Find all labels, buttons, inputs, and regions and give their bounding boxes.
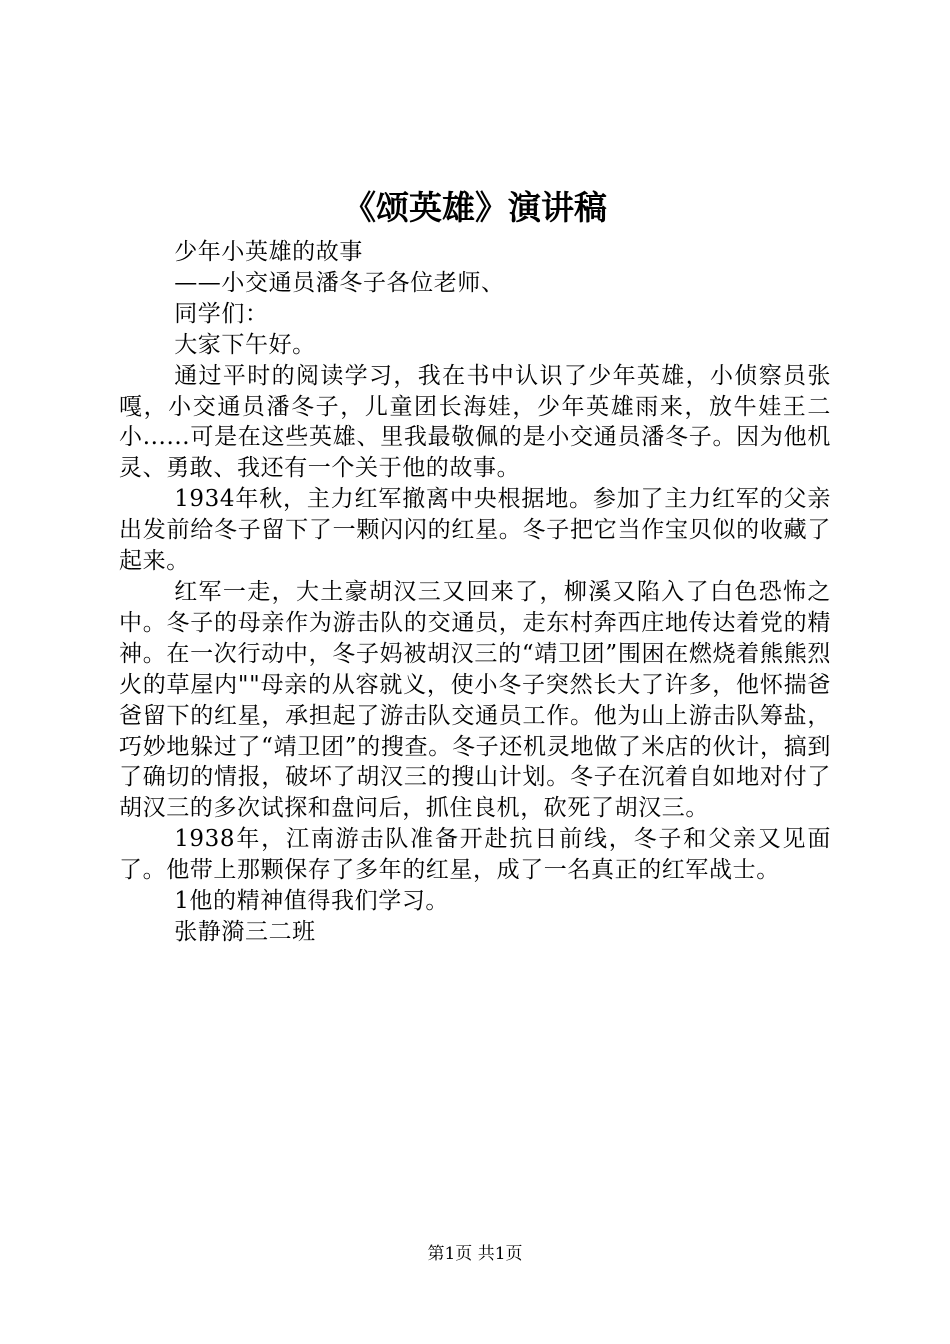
paragraph-1938: 1938年，江南游击队准备开赴抗日前线，冬子和父亲又见面了。他带上那颗保存了多年的红星，成了一名真正的红军战士。: [119, 826, 831, 884]
paragraph-salutation: 同学们：: [174, 300, 269, 327]
document-title: 《颂英雄》演讲稿: [343, 188, 607, 227]
document-body: [119, 237, 831, 948]
paragraph-conclusion: 1他的精神值得我们学习。: [174, 888, 450, 915]
paragraph-author: 张静漪三二班: [174, 918, 316, 945]
paragraph-1934: 1934年秋，主力红军撤离中央根据地。参加了主力红军的父亲出发前给冬子留下了一颗闪闪的红星。冬子把它当作宝贝似的收藏了起来。: [119, 486, 831, 575]
paragraph-story-title: 少年小英雄的故事: [174, 239, 363, 265]
paragraph-subtitle: ——小交通员潘冬子各位老师、: [174, 269, 505, 296]
paragraph-red-army: 红军一走，大土豪胡汉三又回来了，柳溪又陷入了白色恐怖之中。冬子的母亲作为游击队的交通员，走东村奔西庄地传达着党的精神。在一次行动中，冬子妈被胡汉三的“靖卫团”围困在燃烧着熊熊烈火的草屋内""母亲的从容就义，使小冬子突然长大了许多，他怀揣爸爸留下的红星，承担起了游击队交通员工作。他为山上游击队筹盐，巧妙地躲过了“靖卫团”的搜查。冬子还机灵地做了米店的伙计，搞到了确切的情报，破坏了胡汉三的搜山计划。冬子在沉着自如地对付了胡汉三的多次试探和盘问后，抓住良机，砍死了胡汉三。: [119, 578, 831, 822]
page-footer: 第1页 共1页: [427, 1244, 523, 1264]
paragraph-greeting: 大家下午好。: [174, 331, 316, 358]
paragraph-intro: 通过平时的阅读学习，我在书中认识了少年英雄，小侦察员张嘎，小交通员潘冬子，儿童团长海娃，少年英雄雨来，放牛娃王二小......可是在这些英雄、里我最敬佩的是小交通员潘冬子。因为他机灵、勇敢、我还有一个关于他的故事。: [119, 362, 831, 482]
